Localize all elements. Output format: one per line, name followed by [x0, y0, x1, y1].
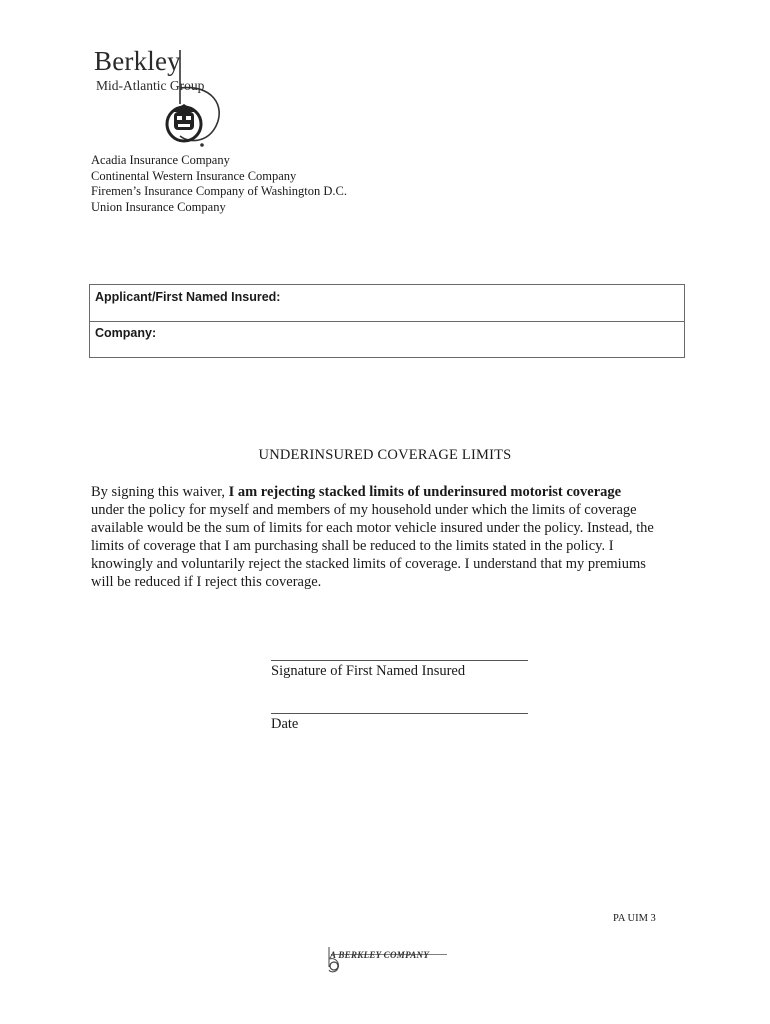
company-label: Company: [95, 326, 157, 340]
waiver-line [91, 483, 691, 501]
waiver-intro: By signing this waiver, [91, 484, 229, 500]
waiver-line: knowingly and voluntarily reject the stacked limits of coverage. I understand that my premiums [91, 556, 646, 572]
form-code: PA UIM 3 [613, 913, 656, 924]
date-line[interactable] [271, 713, 528, 714]
company-name: Firemen’s Insurance Company of Washington D.C. [91, 184, 348, 198]
document-title: UNDERINSURED COVERAGE LIMITS [258, 447, 512, 463]
signature-label: Signature of First Named Insured [271, 663, 466, 679]
applicant-info-box [89, 284, 685, 358]
waiver-emphasis: I am rejecting stacked limits of underinsured motorist coverage [228, 484, 622, 500]
waiver-text [91, 483, 691, 591]
waiver-line: available would be the sum of limits for each motor vehicle insured under the policy. Instead, the [91, 520, 654, 536]
applicant-label: Applicant/First Named Insured: [95, 290, 281, 304]
waiver-line: under the policy for myself and members of my household under which the limits of coverage [91, 502, 637, 518]
signature-line[interactable] [271, 660, 528, 661]
footer-brand-text: A BERKLEY COMPANY [330, 950, 430, 960]
logo-group-text: Mid-Atlantic Group [96, 78, 205, 93]
applicant-field[interactable] [90, 285, 684, 322]
company-name: Union Insurance Company [91, 199, 226, 214]
date-label: Date [271, 716, 299, 732]
logo-brand-text: Berkley [94, 46, 181, 76]
company-name: Acadia Insurance Company [91, 153, 230, 167]
company-field[interactable] [90, 321, 684, 357]
company-logo [94, 44, 244, 154]
company-name: Continental Western Insurance Company [91, 168, 297, 183]
company-list [91, 153, 347, 215]
waiver-line: will be reduced if I reject this coverage. [91, 574, 322, 590]
waiver-line: limits of coverage that I am purchasing shall be reduced to the limits stated in the policy. I [91, 538, 614, 554]
